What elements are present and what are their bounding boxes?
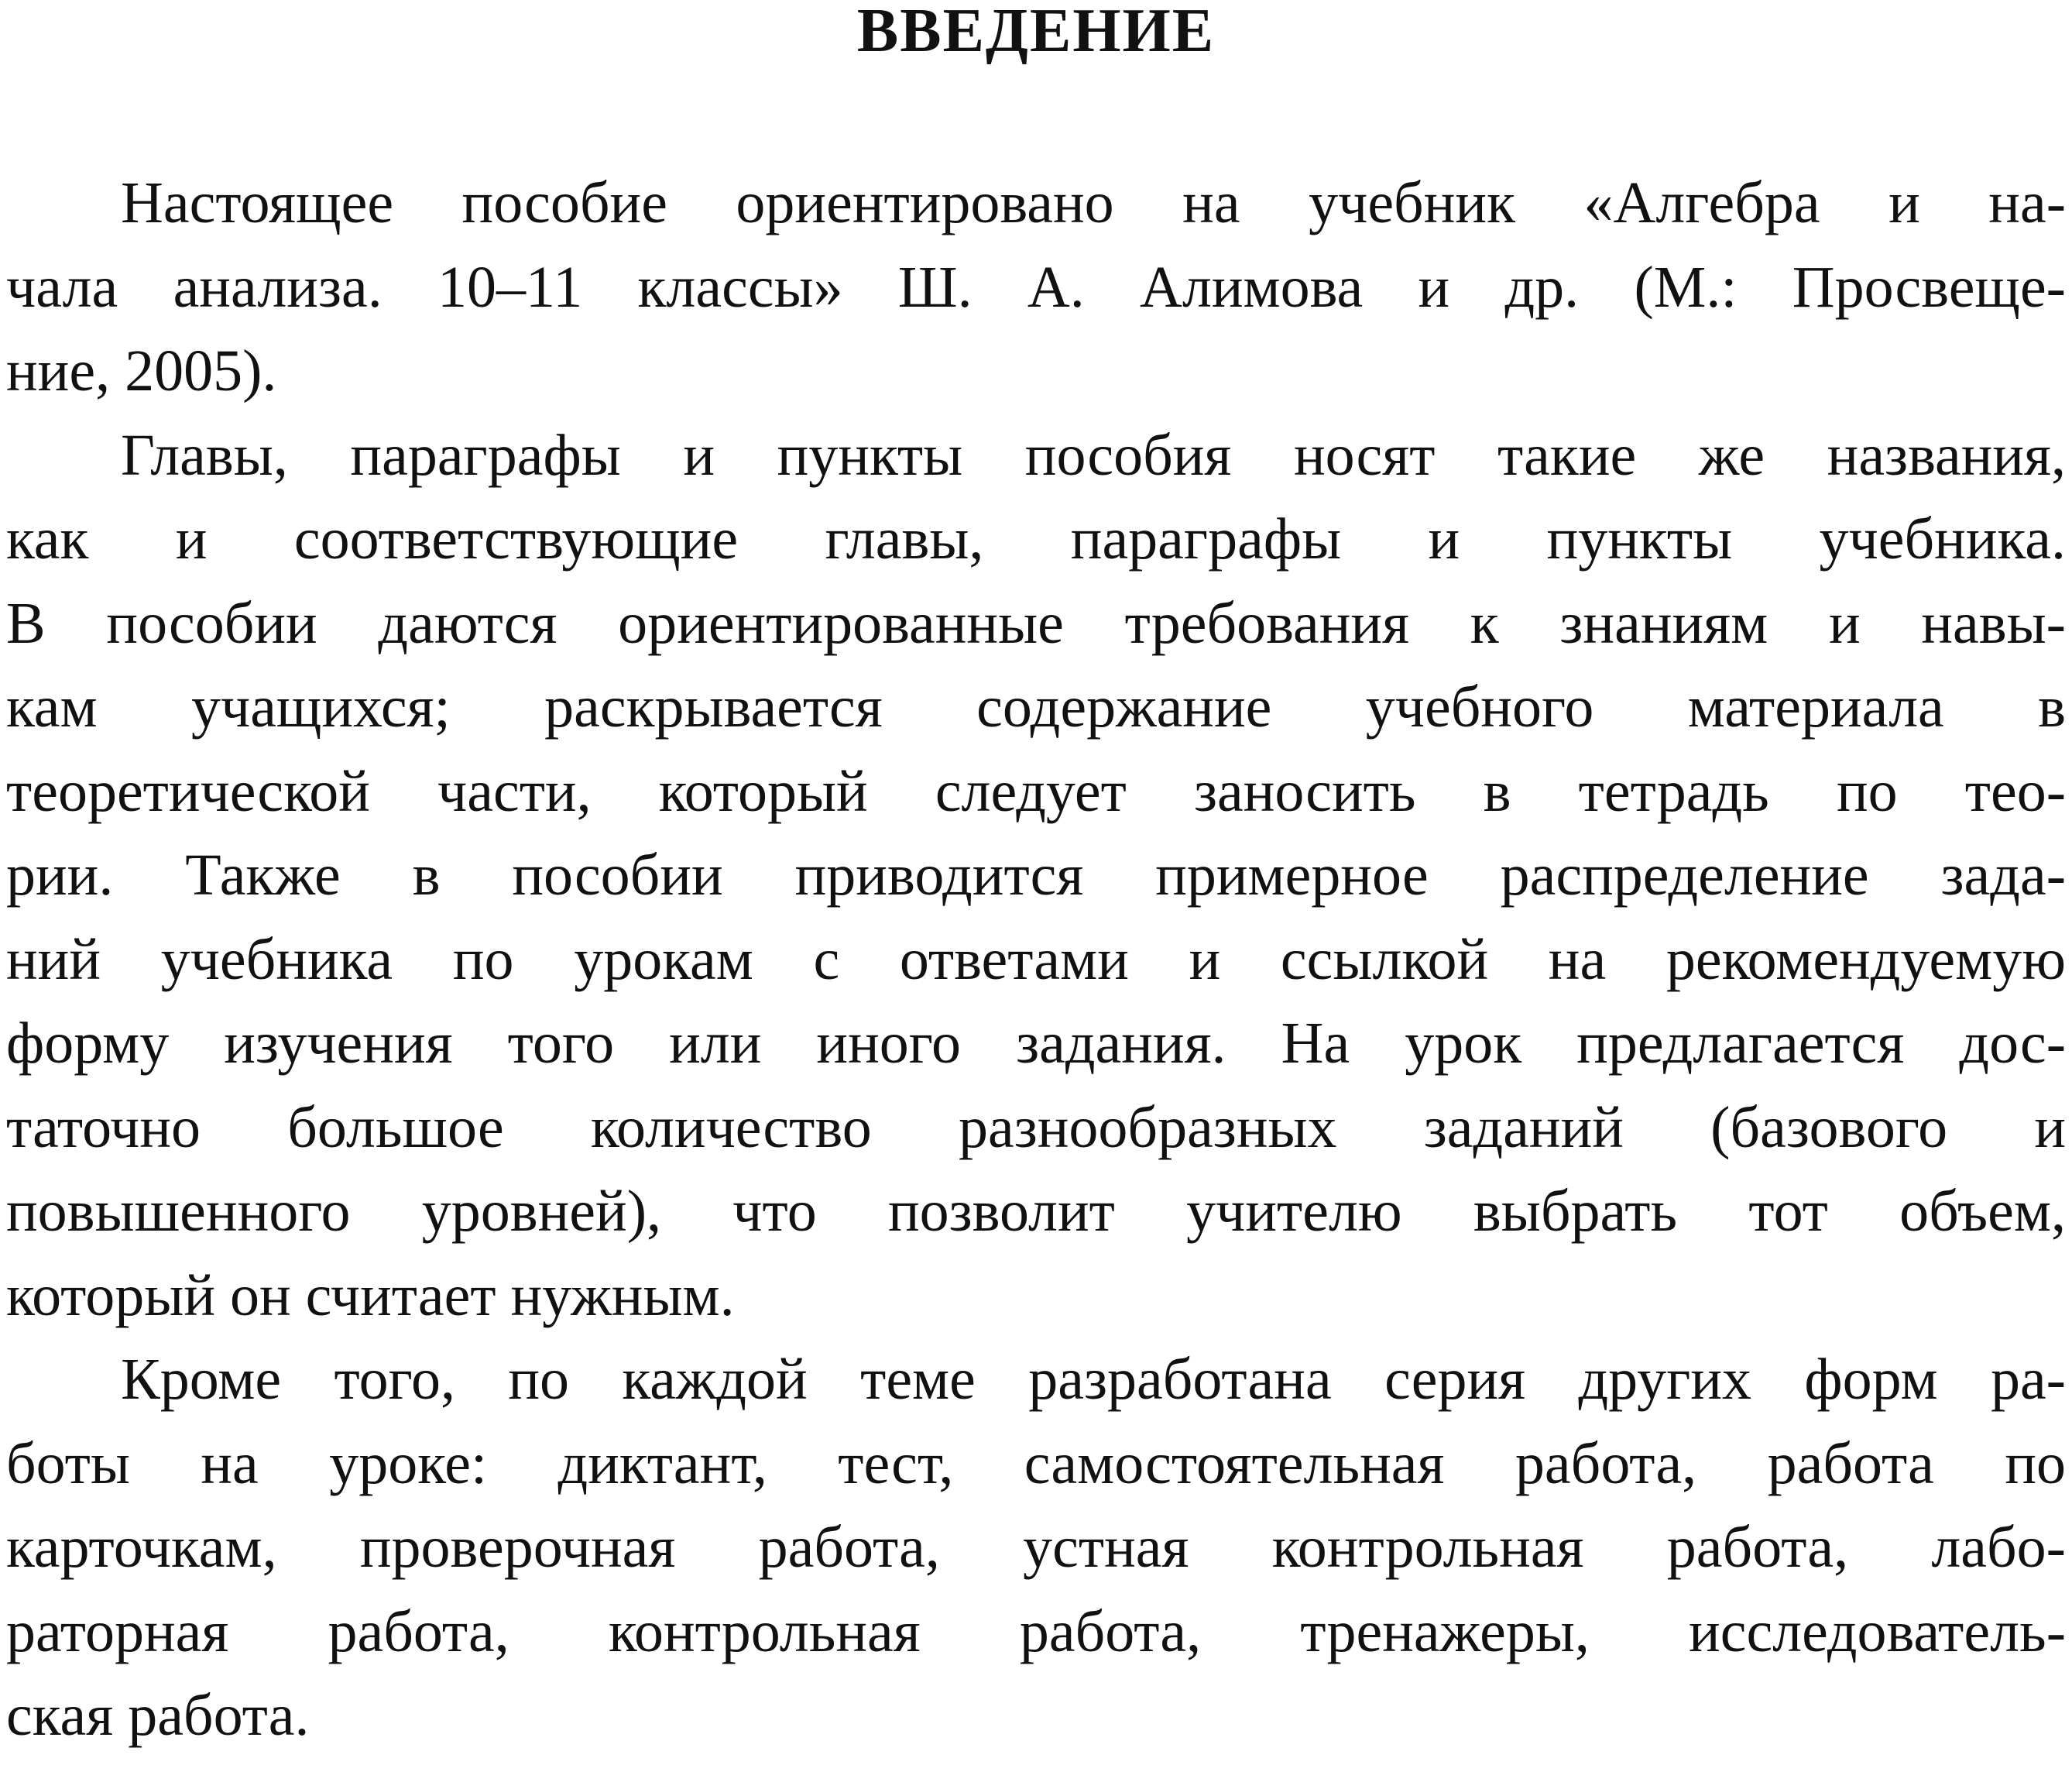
body-text: [6, 161, 2066, 1758]
paragraph-1: [6, 161, 2066, 414]
paragraph-2: [6, 414, 2066, 1338]
text-line: теоретической части, который следует заносить в тетрадь по тео-: [6, 758, 2066, 824]
text-line: Главы, параграфы и пункты пособия носят такие же названия,: [121, 422, 2066, 488]
page-title: ВВЕДЕНИЕ: [856, 0, 1216, 65]
text-line: боты на уроке: диктант, тест, самостоятельная работа, работа по: [6, 1430, 2066, 1496]
text-line: форму изучения того или иного задания. На урок предлагается дос-: [6, 1011, 2066, 1076]
text-line: ний учебника по урокам с ответами и ссылкой на рекомендуемую: [6, 926, 2066, 992]
text-line: повышенного уровней), что позволит учителю выбрать тот объем,: [6, 1179, 2066, 1244]
text-line: чала анализа. 10–11 классы» Ш. А. Алимова и др. (М.: Просвеще-: [6, 254, 2066, 320]
text-line: ская работа.: [6, 1683, 310, 1748]
text-line: рии. Также в пособии приводится примерное распределение зада-: [6, 843, 2066, 908]
paragraph-3: [6, 1337, 2066, 1758]
text-line: Настоящее пособие ориентировано на учебник «Алгебра и на-: [121, 170, 2066, 235]
text-line: карточкам, проверочная работа, устная контрольная работа, лабо-: [6, 1515, 2066, 1580]
text-line: раторная работа, контрольная работа, тренажеры, исследователь-: [6, 1598, 2066, 1664]
text-line: ние, 2005).: [6, 338, 277, 403]
text-line: который он считает нужным.: [6, 1262, 735, 1328]
text-line: таточно большое количество разнообразных заданий (базового и: [6, 1094, 2066, 1160]
text-line: кам учащихся; раскрывается содержание учебного материала в: [6, 675, 2066, 740]
text-line: В пособии даются ориентированные требования к знаниям и навы-: [6, 590, 2066, 656]
text-line: Кроме того, по каждой теме разработана серия других форм ра-: [121, 1347, 2066, 1412]
text-line: как и соответствующие главы, параграфы и пункты учебника.: [6, 506, 2066, 572]
